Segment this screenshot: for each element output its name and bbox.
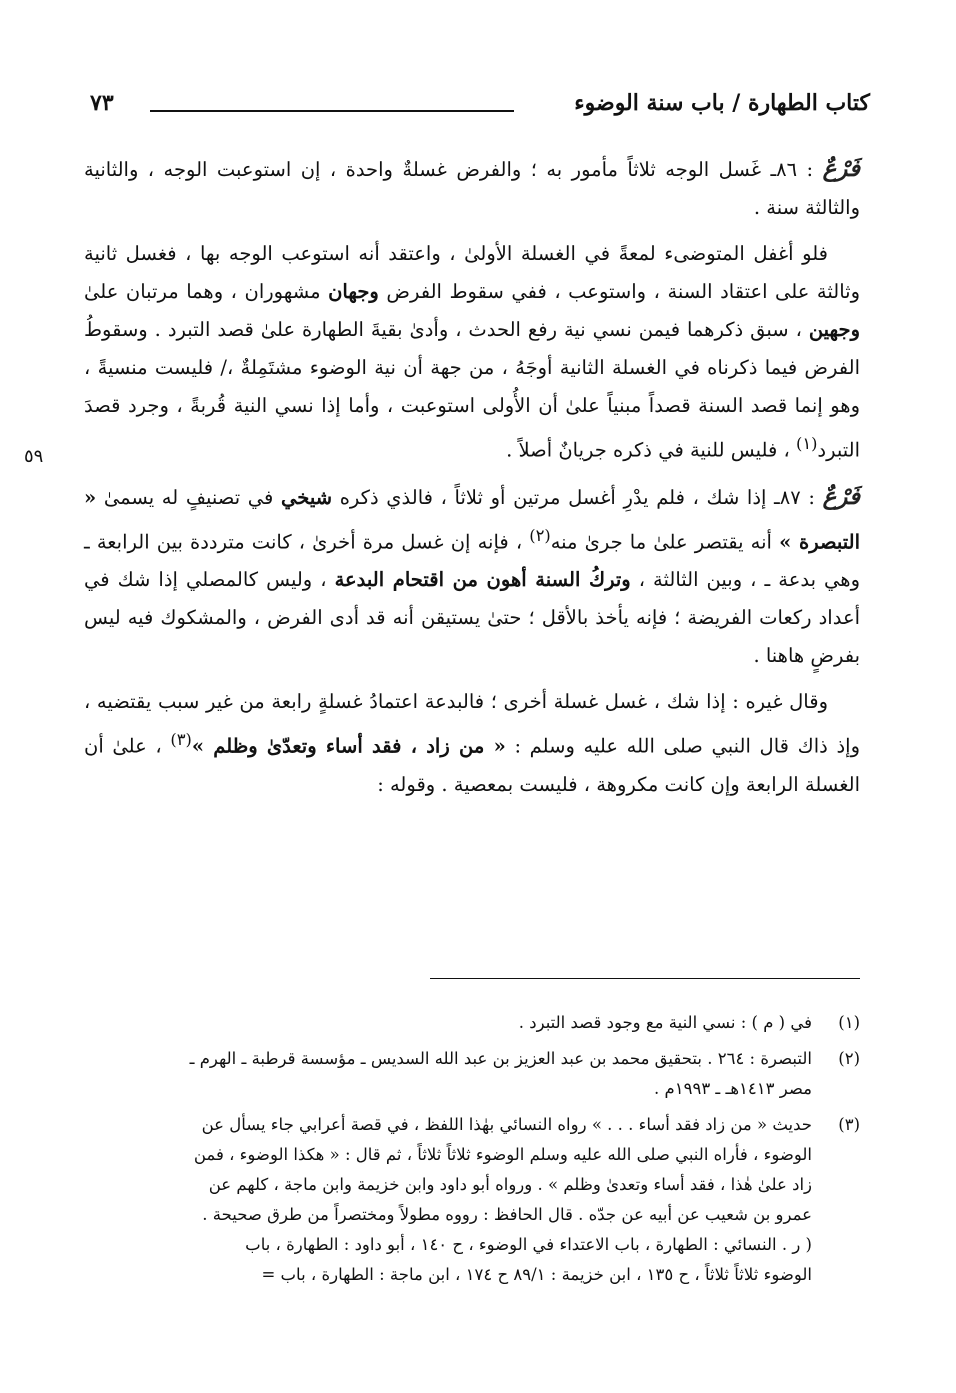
bold-rule: وتركُ السنة أهون من اقتحام البدعة	[334, 568, 631, 591]
footnote-line: مصر ١٤١٣هـ ـ ١٩٩٣م .	[654, 1079, 812, 1098]
footnote-number: (٢)	[838, 1049, 860, 1068]
paragraph-86-cont	[84, 235, 860, 470]
hadith-quote: « من زاد ، فقد أساء وتعدّىٰ وظلم »	[191, 734, 506, 758]
footnote-ref[interactable]: (٢)	[529, 525, 551, 545]
text-run: مشهوران ، وهما مرتبان علىٰ	[84, 280, 321, 303]
paragraph-text: : ٨٦ـ غَسل الوجه ثلاثاً مأمور به ؛ والفرض غسلةٌ واحدة ، إن استوعبت الوجه ، والثانية والثالثة سنة .	[84, 158, 860, 219]
text-run: أنه يقتصر علىٰ ما جرىٰ منه	[550, 530, 772, 553]
bold-term: وجهان	[328, 280, 379, 303]
footnote-line: ( ر . النسائي : الطهارة ، باب الاعتداء في الوضوء ، ح ١٤٠ ، أبو داود : الطهارة ، باب	[245, 1235, 812, 1254]
text-run: فلو أغفل المتوضىء لمعةً في الغسلة الأولىٰ ، واعتقد أنه استوعب الوجه بها ، فغسل ثانية وثالثة على اعتقاد السنة ، واستوعب ، ففي سقوط الفرض	[84, 242, 861, 303]
footnote-line: عمرو بن شعيب عن أبيه عن جدّه . قال الحافظ : رووه مطولاً ومختصراً من طرق صحيحة .	[202, 1205, 812, 1224]
footnote-line: الوضوء ثلاثاً ثلاثاً ، ح ١٣٥ ، ابن خزيمة : ٨٩/١ ح ١٧٤ ، ابن ماجة : الطهارة ، باب =	[261, 1265, 812, 1284]
text-run: ، علىٰ أن الغسلة الرابعة وإن كانت مكروهة ، فليست بمعصية . وقوله :	[84, 734, 860, 796]
footnote-number: (٣)	[838, 1115, 860, 1134]
text-run: ، فليس للنية في ذكره جريانٌ أصلاً .	[506, 438, 790, 462]
paragraph-87-cont	[84, 683, 860, 804]
text-run: : ٨٧ـ إذا شك ، فلم يدْرِ أغسل مرتين أو ثلاثاً ، فالذي ذكره	[339, 485, 815, 509]
book-title: « التبصرة »	[84, 485, 861, 553]
section-marker: فَرْعٌ	[822, 482, 860, 510]
section-marker: فَرْعٌ	[822, 155, 860, 182]
footnote	[84, 1008, 860, 1038]
page-number: ٧٣	[90, 90, 114, 116]
footnote-line: التبصرة : ٢٦٤ . بتحقيق محمد بن عبد العزيز بن عبد الله السديس ـ مؤسسة قرطبة ـ الهرم ـ	[189, 1049, 812, 1068]
footnote-line: في ( م ) : نسي النية مع وجود قصد التبرد .	[518, 1013, 812, 1032]
text-run: وقال غيره : إذا شك ، غسل غسلة أخرى ؛ فالبدعة اعتمادُ غسلةٍ رابعة من غير سبب يقتضيه ، وإذ ذاك قال النبي صلى الله عليه وسلم :	[84, 690, 860, 758]
main-text	[84, 150, 860, 812]
footnote-line: الوضوء ، فأراه النبي صلى الله عليه وسلم الوضوء ثلاثاً ثلاثاً ، ثم قال : « هكذا الوضوء ، فمن	[193, 1145, 812, 1164]
page-header	[90, 86, 870, 120]
header-rule	[150, 110, 514, 112]
paragraph-86	[84, 150, 860, 227]
footnote	[84, 1044, 860, 1104]
footnotes	[84, 1008, 860, 1296]
text-run: ، وليس كالمصلي إذا شك في أعداد ركعات الفريضة ؛ فإنه يأخذ بالأقل ؛ حتىٰ يستيقن أنه قد أدى الفرض ، والمشكوك فيه ليس بفرضٍ هاهنا .	[84, 568, 860, 667]
footnote-number: (١)	[838, 1013, 860, 1032]
footnote-ref[interactable]: (٣)	[170, 730, 192, 749]
footnote	[84, 1110, 860, 1290]
footnote-line: زاد علىٰ هٰذا ، فقد أساء وتعدىٰ وظلم » . ورواه أبو داود وابن خزيمة وابن ماجة ، كلهم عن	[208, 1175, 812, 1194]
footnote-ref[interactable]: (١)	[796, 434, 818, 453]
paragraph-87	[84, 478, 860, 676]
footnote-separator	[430, 978, 860, 979]
text-run: ، سبق ذكرهما فيمن نسي نية رفع الحدث ، وأدىٰ بقيةَ الطهارة علىٰ قصد التبرد . وسقوطُ الفرض فيما ذكرناه في الغسلة الثانية أوجَهُ ، من جهة أن نية الوضوء مشتَمِلةٌ ،/ فليست منسيةً ، وهو إنما قصد السنة قصداً مبنياً علىٰ أن الأُولى استوعبت ، وأما إذا نسي النية قُربةً ، وجرد قصدَ التبرد	[84, 318, 860, 462]
bold-term: وجهين	[808, 318, 860, 341]
text-run: ، فإنه إن غسل مرة أخرىٰ ، كانت مترددة بين الرابعة ـ وهي بدعة ـ ، وبين الثالثة ،	[84, 530, 860, 591]
margin-number: ٥٩	[24, 446, 44, 467]
bold-term: شيخي	[280, 485, 333, 509]
text-run: في تصنيفٍ له يسمىٰ	[103, 485, 274, 509]
running-title: كتاب الطهارة / باب سنة الوضوء	[574, 90, 870, 116]
footnote-line: حديث « من زاد فقد أساء . . . » رواه النسائي بهٰذا اللفظ ، في قصة أعرابي جاء يسأل عن	[201, 1115, 812, 1134]
